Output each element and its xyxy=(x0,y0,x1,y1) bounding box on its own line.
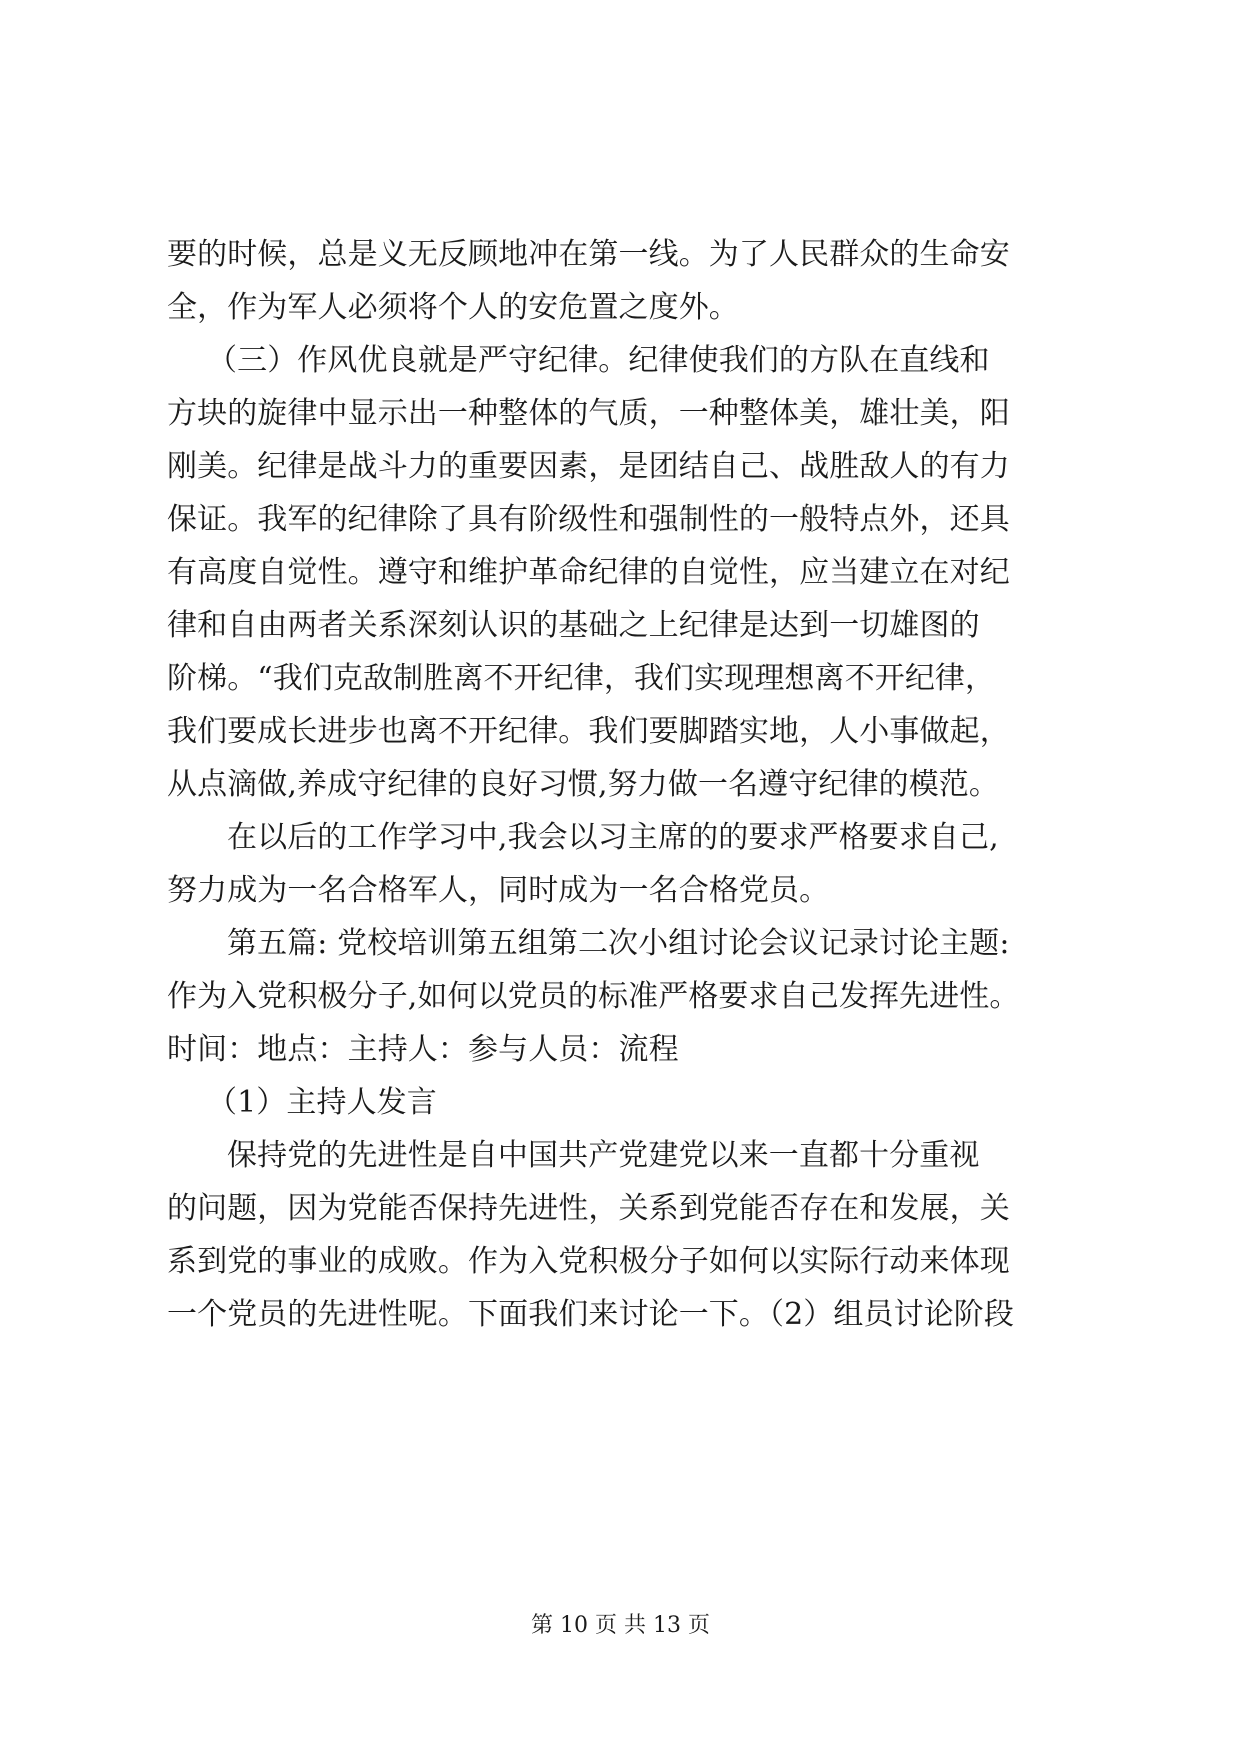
text-line: 的问题，因为党能否保持先进性，关系到党能否存在和发展，关 xyxy=(167,1191,1010,1226)
text-line: 要的时候，总是义无反顾地冲在第一线。为了人民群众的生命安 xyxy=(167,237,1010,272)
document-body xyxy=(167,228,1077,1341)
page-number: 第 10 页 共 13 页 xyxy=(531,1613,710,1638)
text-line: 一个党员的先进性呢。下面我们来讨论一下。（2）组员讨论阶段 xyxy=(167,1297,1014,1332)
text-line: 方块的旋律中显示出一种整体的气质，一种整体美，雄壮美，阳 xyxy=(167,396,1010,431)
text-line: 从点滴做,养成守纪律的良好习惯,努力做一名遵守纪律的模范。 xyxy=(167,767,999,802)
text-line: （1）主持人发言 xyxy=(207,1085,437,1120)
text-line: 第五篇: 党校培训第五组第二次小组讨论会议记录讨论主题: xyxy=(227,926,1010,961)
text-line: 有高度自觉性。遵守和维护革命纪律的自觉性，应当建立在对纪 xyxy=(167,555,1010,590)
text-line: 全，作为军人必须将个人的安危置之度外。 xyxy=(167,290,739,325)
text-line: 系到党的事业的成败。作为入党积极分子如何以实际行动来体现 xyxy=(167,1244,1010,1279)
text-line: 作为入党积极分子,如何以党员的标准严格要求自己发挥先进性。 xyxy=(167,979,1020,1014)
text-line: 我们要成长进步也离不开纪律。我们要脚踏实地，人小事做起， xyxy=(167,714,1010,749)
text-line: 律和自由两者关系深刻认识的基础之上纪律是达到一切雄图的 xyxy=(167,608,980,643)
text-line: 努力成为一名合格军人，同时成为一名合格党员。 xyxy=(167,873,830,908)
text-line: 在以后的工作学习中,我会以习主席的的要求严格要求自己, xyxy=(227,820,999,855)
text-line: 刚美。纪律是战斗力的重要因素，是团结自己、战胜敌人的有力 xyxy=(167,449,1010,484)
text-line: 保持党的先进性是自中国共产党建党以来一直都十分重视 xyxy=(227,1138,980,1173)
text-line: （三）作风优良就是严守纪律。纪律使我们的方队在直线和 xyxy=(207,343,990,378)
text-line: 保证。我军的纪律除了具有阶级性和强制性的一般特点外，还具 xyxy=(167,502,1010,537)
text-line: 时间：地点：主持人：参与人员：流程 xyxy=(167,1032,679,1067)
text-line: 阶梯。“我们克敌制胜离不开纪律，我们实现理想离不开纪律， xyxy=(167,661,996,696)
